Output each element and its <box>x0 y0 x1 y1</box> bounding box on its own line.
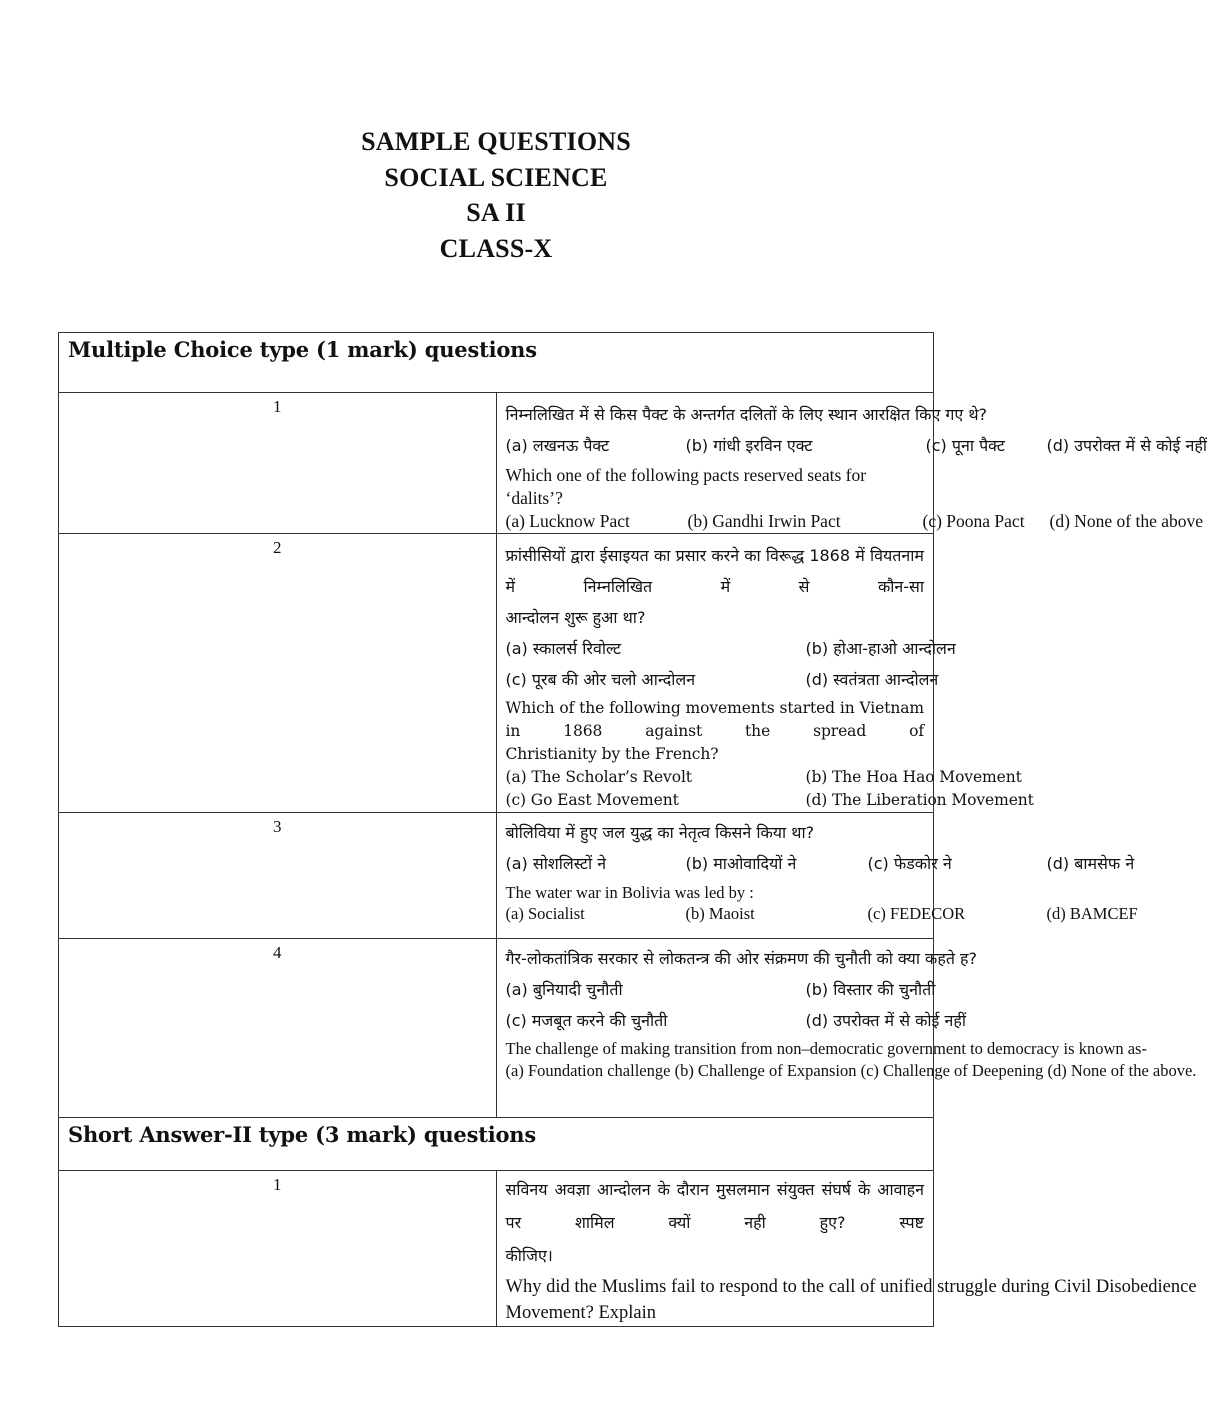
option-c-hindi: (c) पूरब की ओर चलो आन्दोलन <box>505 670 696 689</box>
question-text-hindi: गैर-लोकतांत्रिक सरकार से लोकतन्त्र की ओर संक्रमण की चुनौती को क्या कहते ह? <box>505 949 978 968</box>
question-body <box>496 534 1034 813</box>
option-b: (b) Maoist <box>685 904 755 923</box>
question-text-english: The challenge of making transition from non–democratic government to democracy is known as- <box>505 1039 1147 1058</box>
option-a-hindi: (a) सोशलिस्टों ने <box>505 854 607 873</box>
questions-table <box>58 332 1207 1327</box>
option-d-hindi: (d) बामसेफ ने <box>1046 854 1135 873</box>
option-b-hindi: (b) होआ-हाओ आन्दोलन <box>805 639 956 658</box>
question-text-english: Which of the following movements started in Vietnam in 1868 against the spread of <box>505 699 924 740</box>
option-row-english <box>505 766 1022 789</box>
option-c-hindi: (c) पूना पैक्ट <box>925 436 1005 455</box>
title-class: CLASS-X <box>439 233 553 263</box>
table-row <box>59 393 934 534</box>
table-row <box>59 1171 934 1327</box>
option-d-hindi: (d) उपरोक्त में से कोई नहीं <box>805 1011 967 1030</box>
question-text-hindi-cont: कीजिए। <box>505 1246 553 1265</box>
question-text-hindi-cont: आन्दोलन शुरू हुआ था? <box>505 608 646 627</box>
option-a-hindi: (a) लखनऊ पैक्ट <box>505 436 610 455</box>
option-row-hindi <box>505 430 1207 461</box>
table-row <box>59 534 934 813</box>
option-d-hindi: (d) स्वतंत्रता आन्दोलन <box>805 670 939 689</box>
question-text-hindi: निम्नलिखित में से किस पैक्ट के अन्तर्गत दलितों के लिए स्थान आरक्षित किए गए थे? <box>505 405 988 424</box>
option-c: (c) Go East Movement <box>505 791 679 809</box>
option-row-hindi <box>505 664 939 695</box>
question-text-english: Which one of the following pacts reserved seats for ‘dalits’? <box>505 465 867 508</box>
option-row-hindi <box>505 633 956 664</box>
question-body <box>496 1171 1197 1327</box>
mcq-section-title: Multiple Choice type (1 mark) questions <box>59 333 934 393</box>
option-b: (b) The Hoa Hao Movement <box>805 768 1022 786</box>
question-number: 1 <box>59 1171 497 1327</box>
title-subject: SOCIAL SCIENCE <box>384 162 608 192</box>
question-text-hindi: बोलिविया में हुए जल युद्ध का नेतृत्व किसने किया था? <box>505 823 815 842</box>
option-b-hindi: (b) गांधी इरविन एक्ट <box>685 436 813 455</box>
option-d: (d) BAMCEF <box>1046 904 1138 923</box>
option-c: (c) FEDECOR <box>867 904 966 923</box>
question-body <box>496 393 1207 534</box>
question-text-english-cont: Christianity by the French? <box>505 745 719 763</box>
question-text-english-cont: Movement? Explain <box>505 1303 657 1323</box>
option-row-hindi <box>505 1005 967 1036</box>
option-d: (d) The Liberation Movement <box>805 791 1034 809</box>
option-a-hindi: (a) स्कालर्स रिवोल्ट <box>505 639 622 658</box>
title-assessment: SA II <box>466 198 526 227</box>
option-row-english <box>505 903 1138 924</box>
question-text-english: Why did the Muslims fail to respond to the call of unified struggle during Civil Disobedience <box>505 1277 1197 1297</box>
question-text-hindi: सविनय अवज्ञा आन्दोलन के दौरान मुसलमान संयुक्त संघर्ष के आवाहन पर शामिल क्यों नही हुए? स्पष्ट <box>505 1180 924 1232</box>
option-a: (a) Lucknow Pact <box>505 511 630 531</box>
question-text-english: The water war in Bolivia was led by : <box>505 883 754 902</box>
option-a: (a) Socialist <box>505 904 585 923</box>
short-answer-section-title: Short Answer-II type (3 mark) questions <box>59 1118 934 1171</box>
question-number: 4 <box>59 939 497 1118</box>
question-text-hindi: फ्रांसीसियों द्वारा ईसाइयत का प्रसार करने का विरूद्ध 1868 में वियतनाम में निम्नलिखित में से कौन-सा <box>505 546 924 596</box>
option-c-hindi: (c) फेडकोर ने <box>867 854 952 873</box>
option-d-hindi: (d) उपरोक्त में से कोई नहीं <box>1046 436 1207 455</box>
title-sample-questions: SAMPLE QUESTIONS <box>361 127 631 156</box>
question-number: 3 <box>59 813 497 939</box>
option-b: (b) Gandhi Irwin Pact <box>687 511 841 531</box>
option-row-hindi <box>505 848 1135 879</box>
option-row-english <box>505 789 1034 812</box>
option-b-hindi: (b) विस्तार की चुनौती <box>805 980 936 999</box>
question-body <box>496 939 1197 1118</box>
option-c: (c) Poona Pact <box>922 511 1025 531</box>
question-body <box>496 813 1138 939</box>
option-a-hindi: (a) बुनियादी चुनौती <box>505 980 623 999</box>
option-row-hindi <box>505 974 936 1005</box>
option-c-hindi: (c) मजबूत करने की चुनौती <box>505 1011 668 1030</box>
question-number: 1 <box>59 393 497 534</box>
option-d: (d) None of the above <box>1049 511 1204 531</box>
options-english: (a) Foundation challenge (b) Challenge of Expansion (c) Challenge of Deepening (d) None of the above. <box>505 1061 1197 1080</box>
table-row <box>59 813 934 939</box>
document-header <box>0 124 992 266</box>
table-row <box>59 939 934 1118</box>
question-number: 2 <box>59 534 497 813</box>
option-row-english <box>505 510 1204 533</box>
option-a: (a) The Scholar’s Revolt <box>505 768 692 786</box>
option-b-hindi: (b) माओवादियों ने <box>685 854 797 873</box>
